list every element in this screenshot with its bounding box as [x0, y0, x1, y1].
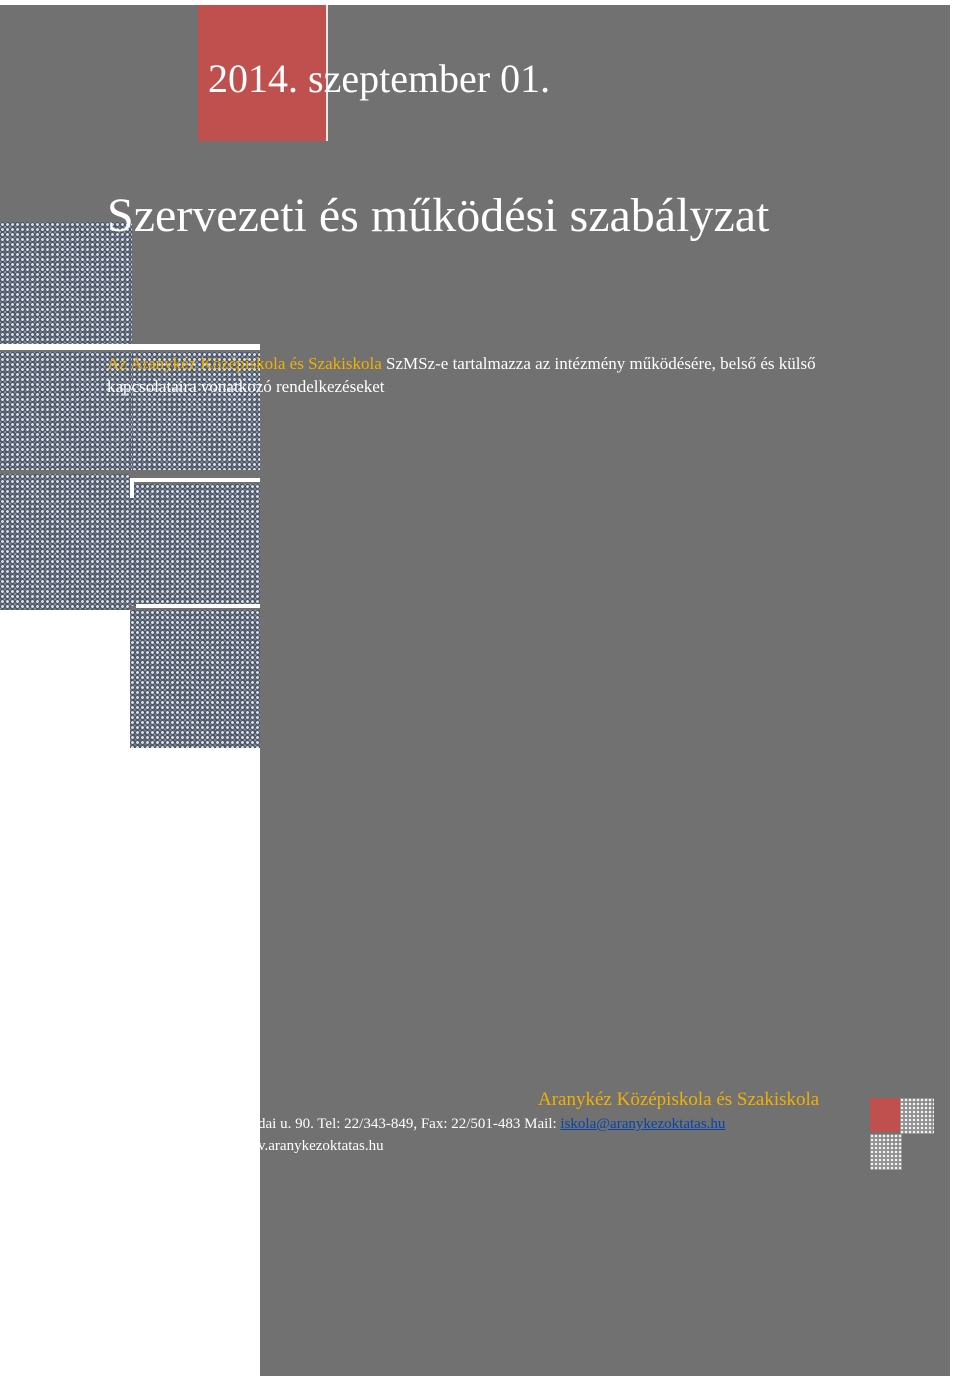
document-summary: [107, 352, 837, 398]
tile-divider: [130, 478, 260, 482]
mosaic-tile: [130, 610, 260, 748]
logo-red-square: [870, 1098, 900, 1132]
summary-description: SzMSz-e tartalmazza az intézmény működésére, belső és külső kapcsolataira vonatkozó rendelkezéseket: [107, 354, 816, 396]
document-title: Szervezeti és működési szabályzat: [107, 189, 770, 242]
footer-school-name: Aranykéz Középiskola és Szakiskola: [538, 1089, 820, 1110]
tile-divider: [136, 604, 260, 608]
tile-divider: [0, 344, 260, 350]
logo-tile: [870, 1134, 902, 1170]
mosaic-tile: [130, 484, 260, 606]
tile-divider: [130, 478, 134, 498]
footer-contact-text: dai u. 90. Tel: 22/343-849, Fax: 22/501-483 Mail:: [258, 1116, 561, 1132]
cover-date: 2014. szeptember 01.: [208, 56, 551, 101]
footer-contact: [258, 1116, 725, 1133]
mosaic-tile: [0, 474, 130, 610]
footer-website: v.aranykezoktatas.hu: [258, 1138, 384, 1154]
footer-email-link[interactable]: iskola@aranykezoktatas.hu: [560, 1116, 726, 1132]
summary-school-name: Az Aranykéz Középiskola és Szakiskola: [107, 354, 382, 373]
logo-tile: [900, 1098, 934, 1134]
